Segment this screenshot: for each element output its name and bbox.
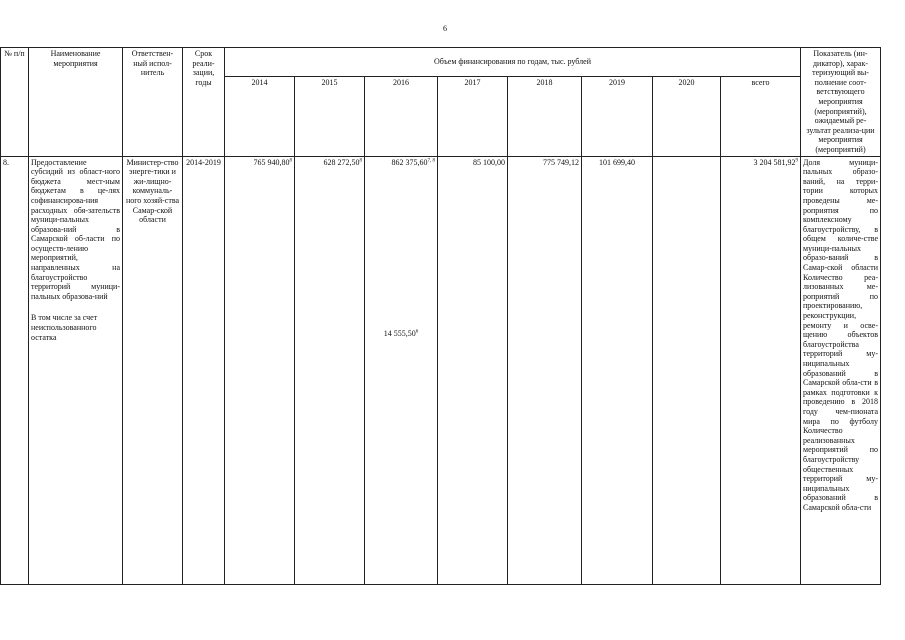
year-2017: 2017	[438, 77, 508, 157]
value-2015: 628 272,50$^8$	[295, 156, 365, 584]
subrow-value-2016: 14 555,50$^6$	[383, 329, 419, 339]
year-2016: 2016	[365, 77, 438, 157]
year-2014: 2014	[225, 77, 295, 157]
year-2015: 2015	[295, 77, 365, 157]
header-term: Срок реали-зации, годы	[183, 48, 225, 157]
year-2020: 2020	[653, 77, 721, 157]
value-2018: 775 749,12	[508, 156, 582, 584]
row-responsible: Министер-ство энерге-тики и жи-лищно-коммуналь-ного хозяй-ства Самар-ской области	[123, 156, 183, 584]
year-2018: 2018	[508, 77, 582, 157]
header-number: № п/п	[1, 48, 29, 157]
header-funding: Объем финансирования по годам, тыс. рублей	[225, 48, 801, 77]
subrow-name: В том числе за счет неиспользованного остатка	[31, 313, 98, 342]
header-name: Наименование мероприятия	[29, 48, 123, 157]
row-name-cell	[29, 156, 123, 584]
header-indicator: Показатель (ин-дикатор), харак-теризующий вы-полнение соот-ветствующего мероприятия (мероприятий), ожидаемый ре-зультат реализа-ции мероприятия (мероприятий)	[801, 48, 881, 157]
page-number: 6	[443, 24, 447, 33]
row-indicator: Доля муници-пальных образо-ваний, на терри-тории которых проведены ме-роприятия по комплексному благоустройству, в общем количе-стве муници-пальных образо-ваний в Самар-ской области Количество реа-лизованных ме-роприятий по проектированию, реконструкции, ремонту и осве-щению объектов благоустройства территорий му-ниципальных образований в Самарской обла-сти в рамках подготовки к проведению в 2018 году чем-пионата мира по футболу Количество реализованных мероприятий по благоустройству общественных территорий му-ниципальных образований в Самарской обла-сти	[801, 156, 881, 584]
value-total: 3 204 581,92$^9$	[721, 156, 801, 584]
header-responsible: Ответствен-ный испол-нитель	[123, 48, 183, 157]
value-2019: 101 699,40	[582, 156, 653, 584]
value-2017: 85 100,00	[438, 156, 508, 584]
year-2019: 2019	[582, 77, 653, 157]
row-term: 2014-2019	[183, 156, 225, 584]
table-row	[1, 156, 881, 584]
year-total: всего	[721, 77, 801, 157]
value-2016: 862 375,60$^{7, 8}$	[391, 157, 435, 167]
value-2020	[653, 156, 721, 584]
row-number: 8.	[1, 156, 29, 584]
funding-table	[0, 47, 881, 585]
value-2016-cell	[365, 156, 438, 584]
header-row	[1, 48, 881, 77]
value-2014: 765 940,80$^8$	[225, 156, 295, 584]
row-name: Предоставление субсидий из област-ного бюджета мест-ным бюджетам в це-лях софинансирова-ния расходных обя-зательств муници-пальных образова-ний в Самарской об-ласти по осуществ-лению мероприятий, направленных на благоустройство территорий муници-пальных образова-ний	[31, 157, 120, 301]
